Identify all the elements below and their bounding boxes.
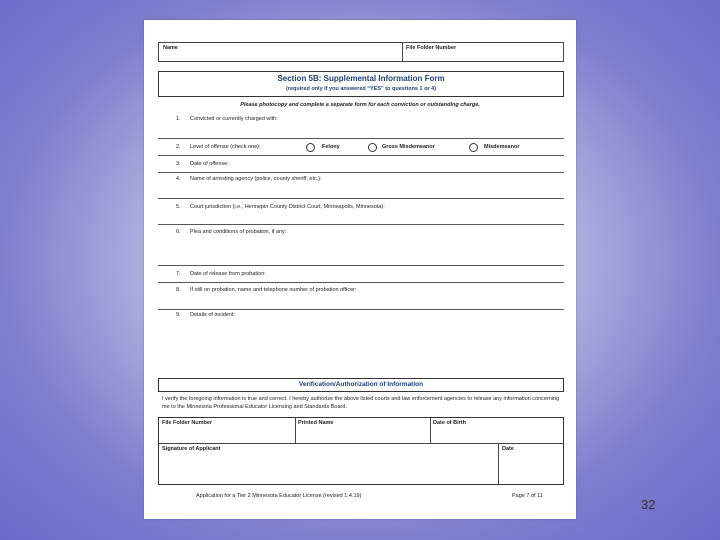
question-4: 4. Name of arresting agency (police, county sheriff, etc.): bbox=[176, 176, 322, 182]
date-field: Date bbox=[502, 446, 514, 452]
answer-line-3 bbox=[158, 172, 564, 173]
misdemeanor-radio[interactable] bbox=[469, 143, 478, 152]
question-2: 2. Level of offense (check one): bbox=[176, 144, 261, 150]
slide-number: 32 bbox=[641, 497, 656, 512]
section-title: Section 5B: Supplemental Information Form bbox=[277, 74, 445, 83]
instruction-text: Please photocopy and complete a separate form for each conviction or outstanding charge. bbox=[240, 102, 480, 108]
footer-left: Application for a Tier 2 Minnesota Educator License (revised 1.4.19) bbox=[196, 493, 362, 499]
felony-label: Felony bbox=[322, 144, 340, 150]
question-6: 6. Plea and conditions of probation, if any: bbox=[176, 229, 287, 235]
header-divider bbox=[402, 43, 403, 61]
signature-field: Signature of Applicant bbox=[162, 446, 221, 452]
answer-line-6 bbox=[158, 265, 564, 266]
felony-radio[interactable] bbox=[306, 143, 315, 152]
col-divider-2 bbox=[430, 418, 431, 443]
answer-line-8 bbox=[158, 309, 564, 310]
answer-line-5 bbox=[158, 224, 564, 225]
question-8: 8. If still on probation, name and telephone number of probation officer: bbox=[176, 287, 357, 293]
printed-name-field: Printed Name bbox=[298, 420, 334, 426]
question-7: 7. Date of release from probation: bbox=[176, 271, 266, 277]
question-3: 3. Date of offense: bbox=[176, 161, 229, 167]
file-folder-number-field: File Folder Number bbox=[162, 420, 213, 426]
answer-line-7 bbox=[158, 282, 564, 283]
date-of-birth-field: Date of Birth bbox=[433, 420, 466, 426]
question-1: 1. Convicted or currently charged with: bbox=[176, 116, 278, 122]
question-5: 5. Court jurisdiction (i.e., Hennepin County District Court, Minneapolis, Minnesota): bbox=[176, 204, 385, 210]
misdemeanor-label: Misdemeanor bbox=[484, 144, 520, 150]
signature-table bbox=[158, 417, 564, 485]
verification-title-box bbox=[158, 378, 564, 392]
question-9: 9. Details of incident: bbox=[176, 312, 235, 318]
verification-title: Verification/Authorization of Information bbox=[298, 381, 424, 388]
file-folder-label: File Folder Number bbox=[406, 45, 457, 51]
section-subtitle: (required only if you answered “YES” to questions 1 or 4) bbox=[285, 86, 437, 92]
section-title-box bbox=[158, 71, 564, 97]
name-header-box bbox=[158, 42, 564, 62]
table-row-divider bbox=[159, 443, 563, 444]
answer-line-4 bbox=[158, 198, 564, 199]
col-divider-3 bbox=[498, 443, 499, 484]
form-page bbox=[144, 20, 576, 519]
answer-line-1 bbox=[158, 138, 564, 139]
footer-right: Page 7 of 11 bbox=[512, 493, 543, 499]
name-label: Name bbox=[163, 45, 178, 51]
verification-statement: I verify the foregoing information is true and correct. I hereby authorize the above listed courts and law enforcement agencies to release any information concerning me to the Minnesota Professional Educator Licensing and Standards Board. bbox=[162, 396, 560, 410]
col-divider-1 bbox=[295, 418, 296, 443]
gross-misdemeanor-radio[interactable] bbox=[368, 143, 377, 152]
gross-misdemeanor-label: Gross Misdemeanor bbox=[382, 144, 435, 150]
answer-line-2 bbox=[158, 155, 564, 156]
